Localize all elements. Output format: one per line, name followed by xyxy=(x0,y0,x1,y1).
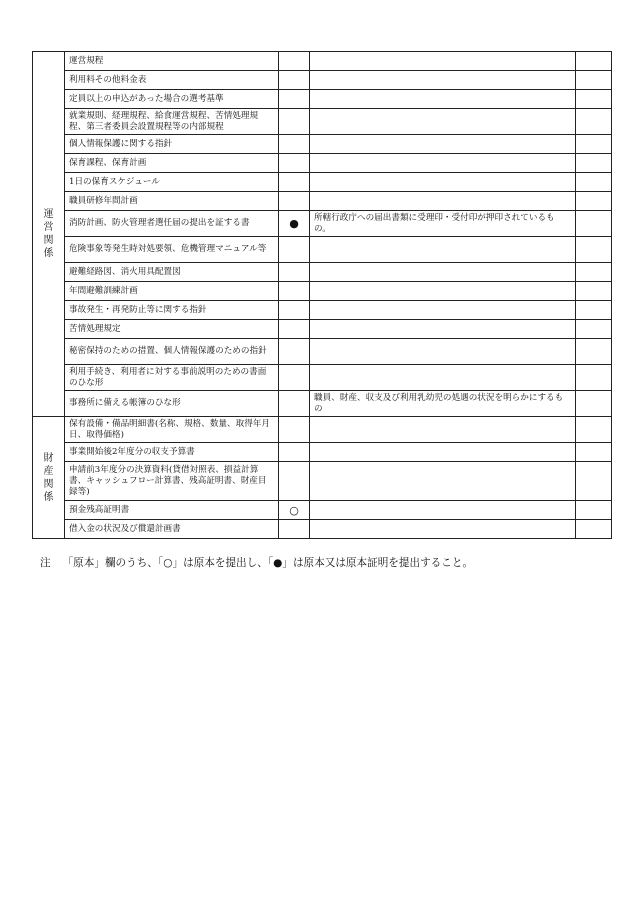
table-row xyxy=(33,154,612,173)
check-cell xyxy=(576,443,612,462)
original-mark-cell xyxy=(279,52,310,71)
document-name-cell: 年間避難訓練計画 xyxy=(65,282,279,301)
original-mark-cell xyxy=(279,462,310,501)
table-row xyxy=(33,109,612,135)
remarks-cell xyxy=(310,135,576,154)
group-label: 運営関係 xyxy=(43,209,54,259)
document-name-cell: 利用料その他料金表 xyxy=(65,71,279,90)
document-name-cell: 借入金の状況及び償還計画書 xyxy=(65,520,279,539)
document-name-cell: 就業規則、経理規程、給食運営規程、苦情処理規程、第三者委員会設置規程等の内部規程 xyxy=(65,109,279,135)
document-name-cell: 事故発生・再発防止等に関する指針 xyxy=(65,301,279,320)
table-row xyxy=(33,417,612,443)
original-mark-cell xyxy=(279,282,310,301)
table-row xyxy=(33,501,612,520)
document-name-cell: 避難経路図、消火用具配置図 xyxy=(65,263,279,282)
document-name-cell: 預金残高証明書 xyxy=(65,501,279,520)
document-name-cell: 職員研修年間計画 xyxy=(65,192,279,211)
remarks-cell xyxy=(310,52,576,71)
check-cell xyxy=(576,282,612,301)
table-row xyxy=(33,71,612,90)
original-mark-cell xyxy=(279,154,310,173)
original-mark-cell xyxy=(279,192,310,211)
table-row xyxy=(33,301,612,320)
check-cell xyxy=(576,90,612,109)
remarks-cell xyxy=(310,192,576,211)
remarks-cell xyxy=(310,443,576,462)
document-name-cell: 事業開始後2年度分の収支予算書 xyxy=(65,443,279,462)
document-name-cell: 申請前3年度分の決算資料(貸借対照表、損益計算書、キャッシュフロー計算書、残高証明書、財産目録等) xyxy=(65,462,279,501)
remarks-cell xyxy=(310,365,576,391)
remarks-cell xyxy=(310,320,576,339)
group-label-cell xyxy=(33,417,65,539)
remarks-cell xyxy=(310,237,576,263)
table-row xyxy=(33,520,612,539)
original-mark-cell xyxy=(279,237,310,263)
document-name-cell: 秘密保持のための措置、個人情報保護のための指針 xyxy=(65,339,279,365)
original-mark-cell xyxy=(279,109,310,135)
table-row xyxy=(33,173,612,192)
table-row xyxy=(33,90,612,109)
original-mark-cell xyxy=(279,173,310,192)
remarks-cell: 所轄行政庁への届出書類に受理印・受付印が押印されているもの。 xyxy=(310,211,576,237)
check-cell xyxy=(576,173,612,192)
check-cell xyxy=(576,501,612,520)
group-label-cell xyxy=(33,52,65,417)
document-name-cell: 苦情処理規定 xyxy=(65,320,279,339)
footnote-text: 「原本」欄のうち、「○」は原本を提出し、「●」は原本又は原本証明を提出すること。 xyxy=(62,557,474,569)
footnote xyxy=(40,555,473,570)
remarks-cell xyxy=(310,462,576,501)
remarks-cell xyxy=(310,301,576,320)
table-row xyxy=(33,135,612,154)
table-row xyxy=(33,462,612,501)
original-mark-cell xyxy=(279,71,310,90)
check-cell xyxy=(576,365,612,391)
remarks-cell xyxy=(310,173,576,192)
remarks-cell xyxy=(310,339,576,365)
original-mark-cell xyxy=(279,339,310,365)
table-row xyxy=(33,263,612,282)
original-mark-cell xyxy=(279,135,310,154)
original-mark-cell xyxy=(279,417,310,443)
remarks-cell xyxy=(310,90,576,109)
table-row xyxy=(33,365,612,391)
document-name-cell: 個人情報保護に関する指針 xyxy=(65,135,279,154)
remarks-cell xyxy=(310,71,576,90)
document-name-cell: 消防計画、防火管理者選任届の提出を証する書 xyxy=(65,211,279,237)
original-mark-cell: ● xyxy=(279,211,310,237)
original-mark-cell xyxy=(279,320,310,339)
check-cell xyxy=(576,263,612,282)
document-name-cell: 危険事象等発生時対処要領、危機管理マニュアル等 xyxy=(65,237,279,263)
original-mark-cell: ○ xyxy=(279,501,310,520)
remarks-cell xyxy=(310,109,576,135)
check-cell xyxy=(576,417,612,443)
check-cell xyxy=(576,211,612,237)
remarks-cell xyxy=(310,282,576,301)
remarks-cell xyxy=(310,520,576,539)
check-cell xyxy=(576,520,612,539)
document-name-cell: 運営規程 xyxy=(65,52,279,71)
table-row xyxy=(33,237,612,263)
table-row xyxy=(33,211,612,237)
table-row xyxy=(33,391,612,417)
check-cell xyxy=(576,192,612,211)
check-cell xyxy=(576,391,612,417)
original-mark-cell xyxy=(279,391,310,417)
group-label: 財産関係 xyxy=(43,452,54,503)
original-mark-cell xyxy=(279,301,310,320)
document-name-cell: 保有設備・備品明細書(名称、規格、数量、取得年月日、取得価格) xyxy=(65,417,279,443)
check-cell xyxy=(576,135,612,154)
check-cell xyxy=(576,462,612,501)
original-mark-cell xyxy=(279,520,310,539)
footnote-prefix: 注 xyxy=(40,557,51,569)
check-cell xyxy=(576,71,612,90)
remarks-cell xyxy=(310,263,576,282)
table-row xyxy=(33,282,612,301)
check-cell xyxy=(576,320,612,339)
remarks-cell xyxy=(310,417,576,443)
table-row xyxy=(33,443,612,462)
document-name-cell: 保育課程、保育計画 xyxy=(65,154,279,173)
check-cell xyxy=(576,109,612,135)
document-table-container xyxy=(32,51,612,539)
check-cell xyxy=(576,52,612,71)
remarks-cell xyxy=(310,501,576,520)
original-mark-cell xyxy=(279,263,310,282)
document-name-cell: 1日の保育スケジュール xyxy=(65,173,279,192)
check-cell xyxy=(576,154,612,173)
check-cell xyxy=(576,339,612,365)
table-row xyxy=(33,52,612,71)
table-row xyxy=(33,320,612,339)
check-cell xyxy=(576,237,612,263)
original-mark-cell xyxy=(279,90,310,109)
original-mark-cell xyxy=(279,443,310,462)
remarks-cell: 職員、財産、収支及び利用乳幼児の処遇の状況を明らかにするもの xyxy=(310,391,576,417)
remarks-cell xyxy=(310,154,576,173)
document-name-cell: 事務所に備える帳簿のひな形 xyxy=(65,391,279,417)
original-mark-cell xyxy=(279,365,310,391)
document-name-cell: 利用手続き、利用者に対する事前説明のための書面のひな形 xyxy=(65,365,279,391)
document-name-cell: 定員以上の申込があった場合の選考基準 xyxy=(65,90,279,109)
check-cell xyxy=(576,301,612,320)
table-row xyxy=(33,192,612,211)
required-documents-table xyxy=(32,51,612,539)
table-row xyxy=(33,339,612,365)
